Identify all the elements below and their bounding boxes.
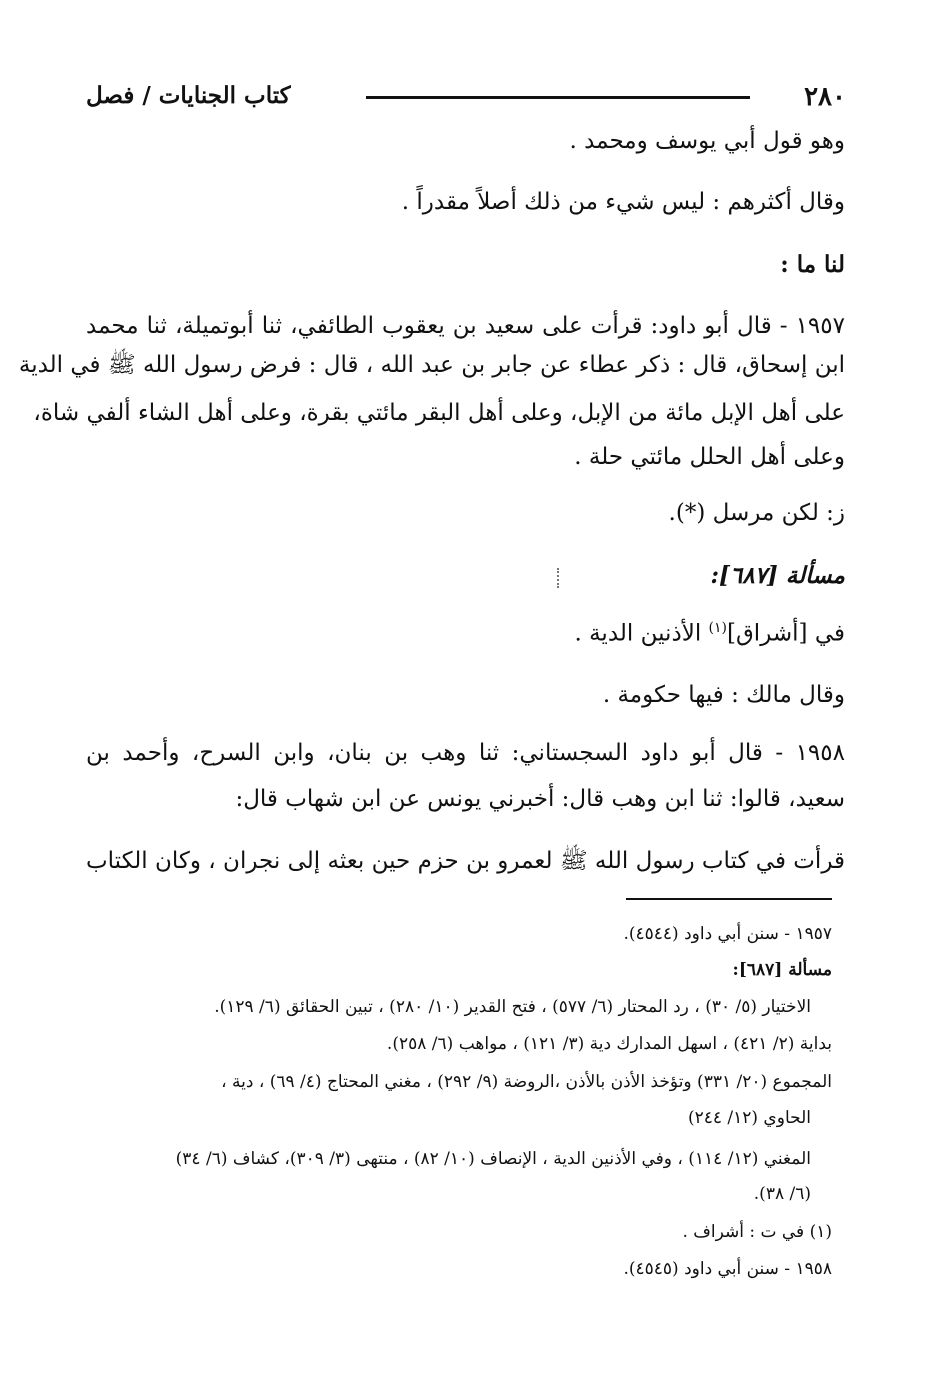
text-line: وقال مالك : فيها حكومة . bbox=[602, 682, 845, 708]
footnote-line: المجموع (٢٠/ ٣٣١) وتؤخذ الأذن بالأذن ،الروضة (٩/ ٢٩٢) ، مغني المحتاج (٤/ ٦٩) ، دية ، bbox=[221, 1072, 832, 1092]
text-span: الأذنين الدية . bbox=[574, 620, 709, 647]
page-header bbox=[86, 82, 846, 122]
footnote-line: ١٩٥٨ - سنن أبي داود (٤٥٤٥). bbox=[623, 1259, 832, 1279]
text-line: وهو قول أبي يوسف ومحمد . bbox=[569, 128, 845, 154]
hadith-1957-line: على أهل الإبل مائة من الإبل، وعلى أهل البقر مائتي بقرة، وعلى أهل الشاء ألفي شاة، bbox=[33, 400, 845, 426]
footnote-line: الاختيار (٥/ ٣٠) ، رد المحتار (٦/ ٥٧٧) ، فتح القدير (١٠/ ٢٨٠) ، تبين الحقائق (٦/ ١٢٩). bbox=[214, 997, 811, 1017]
footnote-line: الحاوي (١٢/ ٢٤٤) bbox=[687, 1108, 811, 1128]
footnote-separator bbox=[626, 898, 832, 900]
footnote-line: ١٩٥٧ - سنن أبي داود (٤٥٤٤). bbox=[623, 924, 832, 944]
hadith-1958-line: سعيد، قالوا: ثنا ابن وهب قال: أخبرني يونس عن ابن شهاب قال: bbox=[235, 786, 845, 812]
hadith-1957-line: ابن إسحاق، قال : ذكر عطاء عن جابر بن عبد الله ، قال : فرض رسول الله ﷺ في الدية bbox=[18, 352, 845, 378]
scan-artifact bbox=[557, 568, 561, 588]
footnote-ref: (١) bbox=[708, 620, 727, 636]
footnote-line: (٦/ ٣٨). bbox=[753, 1184, 811, 1204]
footnote-line: (١) في ت : أشراف . bbox=[682, 1222, 832, 1242]
footnote-line: بداية (٢/ ٤٢١) ، اسهل المدارك دية (٣/ ١٢١) ، مواهب (٦/ ٢٥٨). bbox=[386, 1034, 832, 1054]
page-number: ٢٨٠ bbox=[804, 82, 846, 112]
text-line bbox=[86, 620, 845, 647]
issue-heading: مسألة [٦٨٧]: bbox=[710, 562, 845, 589]
running-title: كتاب الجنايات / فصل bbox=[86, 82, 291, 109]
text-line: وقال أكثرهم : ليس شيء من ذلك أصلاً مقدراً . bbox=[401, 189, 845, 215]
hadith-1957-line: ١٩٥٧ - قال أبو داود: قرأت على سعيد بن يعقوب الطائفي، ثنا أبوتميلة، ثنا محمد bbox=[86, 313, 845, 339]
comment-line: ز: لكن مرسل (*). bbox=[668, 500, 845, 526]
text-span: في [أشراق] bbox=[726, 620, 845, 647]
text-line: لنا ما : bbox=[780, 251, 845, 278]
footnote-line: مسألة [٦٨٧]: bbox=[732, 960, 832, 980]
hadith-1958-line: قرأت في كتاب رسول الله ﷺ لعمرو بن حزم حين بعثه إلى نجران ، وكان الكتاب bbox=[86, 848, 845, 874]
header-rule bbox=[366, 96, 750, 99]
hadith-1958-line: ١٩٥٨ - قال أبو داود السجستاني: ثنا وهب بن بنان، وابن السرح، وأحمد بن bbox=[86, 740, 845, 766]
footnote-line: المغني (١٢/ ١١٤) ، وفي الأذنين الدية ، الإنصاف (١٠/ ٨٢) ، منتهى (٣/ ٣٠٩)، كشاف (٦/ ٣٤) bbox=[175, 1149, 811, 1169]
hadith-1957-line: وعلى أهل الحلل مائتي حلة . bbox=[574, 444, 845, 470]
